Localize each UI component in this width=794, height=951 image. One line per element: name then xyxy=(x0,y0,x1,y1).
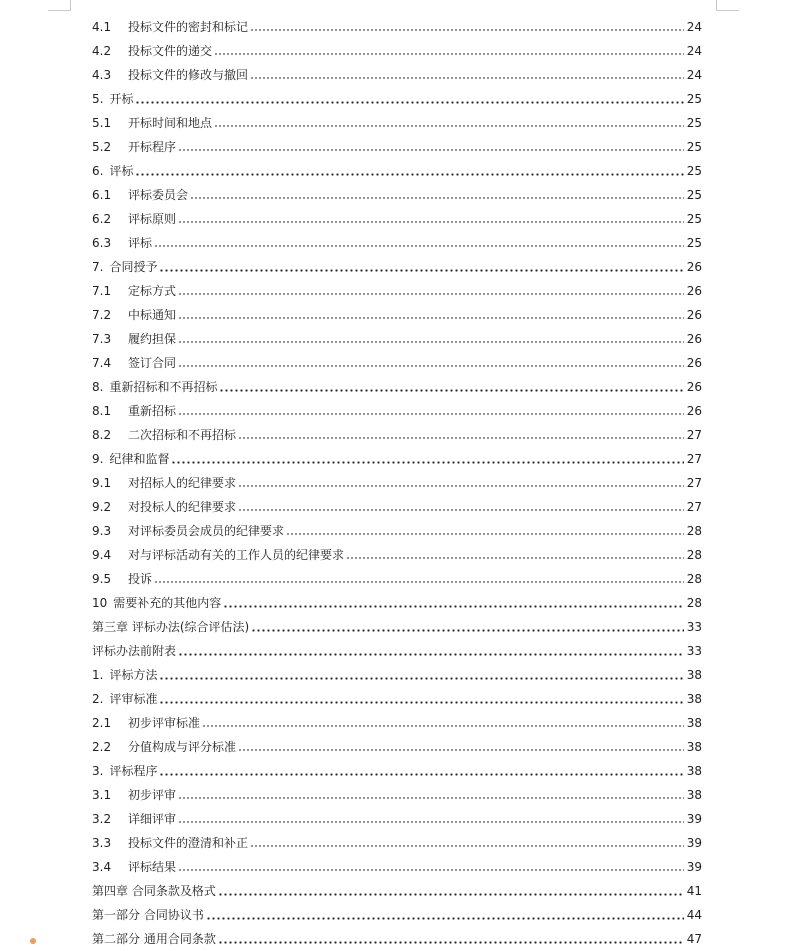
toc-entry-number: 9. xyxy=(92,452,104,466)
toc-dot-leader xyxy=(178,341,684,343)
toc-dot-leader xyxy=(238,437,684,439)
cursor-mark xyxy=(30,938,36,944)
toc-entry[interactable] xyxy=(92,831,702,855)
toc-dot-leader xyxy=(159,701,684,704)
toc-dot-leader xyxy=(154,581,684,583)
toc-page-number: 38 xyxy=(686,788,702,802)
toc-entry-number: 4.3 xyxy=(92,68,112,82)
toc-page-number: 26 xyxy=(686,332,702,346)
toc-entry-number: 3.1 xyxy=(92,788,112,802)
toc-page-number: 25 xyxy=(686,116,702,130)
toc-entry[interactable] xyxy=(92,447,702,471)
toc-page-number: 38 xyxy=(686,668,702,682)
toc-entry[interactable] xyxy=(92,903,702,927)
toc-entry-title: 投标文件的密封和标记 xyxy=(128,20,249,34)
toc-entry-title: 评标原则 xyxy=(128,212,177,226)
toc-entry-number: 3.3 xyxy=(92,836,112,850)
toc-page-number: 27 xyxy=(686,500,702,514)
toc-entry-number: 7.2 xyxy=(92,308,112,322)
toc-entry-title: 第四章 合同条款及格式 xyxy=(92,884,216,898)
toc-entry[interactable] xyxy=(92,279,702,303)
toc-entry-title: 第一部分 合同协议书 xyxy=(92,908,204,922)
toc-entry[interactable] xyxy=(92,663,702,687)
toc-dot-leader xyxy=(178,653,684,656)
toc-page-number: 26 xyxy=(686,380,702,394)
toc-entry-title: 定标方式 xyxy=(128,284,177,298)
toc-page-number: 26 xyxy=(686,260,702,274)
toc-entry-number: 6.2 xyxy=(92,212,112,226)
toc-entry-title: 初步评审 xyxy=(128,788,177,802)
toc-entry-number: 7.3 xyxy=(92,332,112,346)
toc-dot-leader xyxy=(154,245,684,247)
toc-entry-title: 需要补充的其他内容 xyxy=(113,596,222,610)
page-corner-mark-left xyxy=(48,0,71,11)
toc-dot-leader xyxy=(178,797,684,799)
toc-entry-number: 9.3 xyxy=(92,524,112,538)
toc-entry-number: 7. xyxy=(92,260,104,274)
toc-entry[interactable] xyxy=(92,15,702,39)
toc-dot-leader xyxy=(178,149,684,151)
toc-entry-title: 对与评标活动有关的工作人员的纪律要求 xyxy=(128,548,345,562)
toc-entry-title: 开标时间和地点 xyxy=(128,116,213,130)
toc-entry[interactable] xyxy=(92,855,702,879)
toc-dot-leader xyxy=(238,485,684,487)
toc-entry[interactable] xyxy=(92,231,702,255)
toc-page-number: 24 xyxy=(686,20,702,34)
toc-page-number: 25 xyxy=(686,212,702,226)
toc-page-number: 27 xyxy=(686,476,702,490)
toc-entry-number: 6.1 xyxy=(92,188,112,202)
toc-entry-title: 对招标人的纪律要求 xyxy=(128,476,237,490)
toc-entry-number: 8. xyxy=(92,380,104,394)
toc-entry[interactable] xyxy=(92,327,702,351)
toc-entry[interactable] xyxy=(92,399,702,423)
toc-page-number: 41 xyxy=(686,884,702,898)
toc-dot-leader xyxy=(202,725,684,727)
toc-entry-title: 投诉 xyxy=(128,572,153,586)
toc-entry-number: 7.4 xyxy=(92,356,112,370)
toc-entry-title: 评标 xyxy=(109,164,134,178)
toc-entry-title: 详细评审 xyxy=(128,812,177,826)
toc-entry[interactable] xyxy=(92,87,702,111)
toc-dot-leader xyxy=(251,629,684,632)
toc-page-number: 26 xyxy=(686,284,702,298)
toc-entry[interactable] xyxy=(92,375,702,399)
toc-entry[interactable] xyxy=(92,687,702,711)
toc-entry-title: 投标文件的澄清和补正 xyxy=(128,836,249,850)
toc-entry[interactable] xyxy=(92,543,702,567)
toc-entry-number: 6.3 xyxy=(92,236,112,250)
toc-entry[interactable] xyxy=(92,471,702,495)
toc-page-number: 38 xyxy=(686,692,702,706)
toc-entry[interactable] xyxy=(92,183,702,207)
toc-entry[interactable] xyxy=(92,567,702,591)
toc-entry-title: 对投标人的纪律要求 xyxy=(128,500,237,514)
toc-dot-leader xyxy=(178,821,684,823)
toc-entry-number: 9.4 xyxy=(92,548,112,562)
toc-page-number: 28 xyxy=(686,572,702,586)
toc-page-number: 26 xyxy=(686,356,702,370)
toc-entry[interactable] xyxy=(92,255,702,279)
toc-entry-title: 纪律和监督 xyxy=(109,452,170,466)
toc-dot-leader xyxy=(159,677,684,680)
toc-entry[interactable] xyxy=(92,639,702,663)
toc-entry[interactable] xyxy=(92,615,702,639)
toc-page-number: 47 xyxy=(686,932,702,946)
toc-page-number: 26 xyxy=(686,404,702,418)
toc-entry-number: 5. xyxy=(92,92,104,106)
toc-dot-leader xyxy=(218,893,684,896)
toc-page-number: 27 xyxy=(686,452,702,466)
toc-entry-title: 评标方法 xyxy=(109,668,158,682)
toc-entry[interactable] xyxy=(92,591,702,615)
toc-page-number: 28 xyxy=(686,524,702,538)
toc-page-number: 25 xyxy=(686,236,702,250)
toc-page-number: 25 xyxy=(686,164,702,178)
toc-entry-number: 3.2 xyxy=(92,812,112,826)
toc-page-number: 25 xyxy=(686,140,702,154)
toc-dot-leader xyxy=(214,53,684,55)
toc-entry-title: 二次招标和不再招标 xyxy=(128,428,237,442)
toc-entry-number: 2.1 xyxy=(92,716,112,730)
toc-entry-number: 4.1 xyxy=(92,20,112,34)
toc-entry[interactable] xyxy=(92,759,702,783)
toc-page-number: 33 xyxy=(686,644,702,658)
toc-page-number: 24 xyxy=(686,68,702,82)
toc-page-number: 27 xyxy=(686,428,702,442)
toc-entry-number: 7.1 xyxy=(92,284,112,298)
toc-dot-leader xyxy=(178,293,684,295)
toc-dot-leader xyxy=(223,605,684,608)
toc-entry[interactable] xyxy=(92,711,702,735)
toc-dot-leader xyxy=(214,125,684,127)
toc-dot-leader xyxy=(286,533,684,535)
toc-entry-title: 投标文件的修改与撤回 xyxy=(128,68,249,82)
toc-page-number: 28 xyxy=(686,548,702,562)
toc-entry-number: 10 xyxy=(92,596,108,610)
toc-entry[interactable] xyxy=(92,807,702,831)
toc-entry[interactable] xyxy=(92,423,702,447)
toc-page-number: 39 xyxy=(686,860,702,874)
toc-dot-leader xyxy=(135,173,684,176)
toc-entry-title: 中标通知 xyxy=(128,308,177,322)
toc-entry-number: 6. xyxy=(92,164,104,178)
toc-dot-leader xyxy=(346,557,684,559)
toc-entry-title: 第三章 评标办法(综合评估法) xyxy=(92,620,250,634)
toc-entry[interactable] xyxy=(92,159,702,183)
toc-entry-title: 签订合同 xyxy=(128,356,177,370)
toc-dot-leader xyxy=(238,509,684,511)
toc-entry-number: 9.2 xyxy=(92,500,112,514)
toc-entry-title: 履约担保 xyxy=(128,332,177,346)
toc-entry-title: 评标 xyxy=(128,236,153,250)
toc-entry-title: 开标程序 xyxy=(128,140,177,154)
toc-dot-leader xyxy=(178,413,684,415)
toc-entry-number: 2.2 xyxy=(92,740,112,754)
toc-page-number: 39 xyxy=(686,812,702,826)
toc-page-number: 33 xyxy=(686,620,702,634)
toc-entry[interactable] xyxy=(92,735,702,759)
toc-entry[interactable] xyxy=(92,519,702,543)
toc-entry-title: 合同授予 xyxy=(109,260,158,274)
toc-entry[interactable] xyxy=(92,783,702,807)
toc-entry[interactable] xyxy=(92,207,702,231)
toc-entry-number: 2. xyxy=(92,692,104,706)
toc-entry-number: 3.4 xyxy=(92,860,112,874)
toc-entry-number: 1. xyxy=(92,668,104,682)
toc-entry-number: 9.1 xyxy=(92,476,112,490)
toc-entry-title: 评标委员会 xyxy=(128,188,189,202)
toc-dot-leader xyxy=(219,389,684,392)
toc-entry-title: 评审标准 xyxy=(109,692,158,706)
toc-entry-title: 对评标委员会成员的纪律要求 xyxy=(128,524,285,538)
table-of-contents xyxy=(92,15,702,951)
toc-entry-number: 4.2 xyxy=(92,44,112,58)
toc-entry-title: 投标文件的递交 xyxy=(128,44,213,58)
toc-entry-title: 第二部分 通用合同条款 xyxy=(92,932,216,946)
toc-entry[interactable] xyxy=(92,303,702,327)
toc-dot-leader xyxy=(178,317,684,319)
toc-entry-title: 初步评审标准 xyxy=(128,716,201,730)
toc-entry[interactable] xyxy=(92,351,702,375)
toc-dot-leader xyxy=(250,77,684,79)
toc-dot-leader xyxy=(178,365,684,367)
toc-dot-leader xyxy=(206,917,684,920)
toc-entry-title: 开标 xyxy=(109,92,134,106)
toc-dot-leader xyxy=(178,869,684,871)
toc-page-number: 24 xyxy=(686,44,702,58)
toc-entry-title: 重新招标 xyxy=(128,404,177,418)
toc-page-number: 38 xyxy=(686,716,702,730)
toc-entry-title: 重新招标和不再招标 xyxy=(109,380,218,394)
toc-dot-leader xyxy=(250,29,684,31)
toc-dot-leader xyxy=(159,269,684,272)
toc-page-number: 38 xyxy=(686,740,702,754)
toc-entry[interactable] xyxy=(92,39,702,63)
toc-entry-number: 3. xyxy=(92,764,104,778)
toc-dot-leader xyxy=(218,941,684,944)
toc-entry-title: 评标结果 xyxy=(128,860,177,874)
toc-entry[interactable] xyxy=(92,495,702,519)
toc-entry[interactable] xyxy=(92,927,702,951)
toc-page-number: 25 xyxy=(686,188,702,202)
toc-page-number: 44 xyxy=(686,908,702,922)
toc-dot-leader xyxy=(159,773,684,776)
toc-entry-number: 9.5 xyxy=(92,572,112,586)
toc-page-number: 39 xyxy=(686,836,702,850)
toc-entry-number: 8.1 xyxy=(92,404,112,418)
toc-entry[interactable] xyxy=(92,879,702,903)
toc-entry-title: 评标程序 xyxy=(109,764,158,778)
toc-entry-number: 8.2 xyxy=(92,428,112,442)
toc-entry[interactable] xyxy=(92,63,702,87)
toc-entry-number: 5.1 xyxy=(92,116,112,130)
toc-dot-leader xyxy=(178,221,684,223)
toc-dot-leader xyxy=(190,197,684,199)
toc-dot-leader xyxy=(250,845,684,847)
toc-dot-leader xyxy=(238,749,684,751)
toc-page-number: 38 xyxy=(686,764,702,778)
toc-entry-title: 分值构成与评分标准 xyxy=(128,740,237,754)
toc-entry-number: 5.2 xyxy=(92,140,112,154)
toc-page-number: 25 xyxy=(686,92,702,106)
toc-entry[interactable] xyxy=(92,135,702,159)
toc-dot-leader xyxy=(171,461,684,464)
toc-entry-title: 评标办法前附表 xyxy=(92,644,177,658)
page-corner-mark-right xyxy=(716,0,739,11)
toc-page-number: 28 xyxy=(686,596,702,610)
toc-page-number: 26 xyxy=(686,308,702,322)
toc-entry[interactable] xyxy=(92,111,702,135)
toc-dot-leader xyxy=(135,101,684,104)
